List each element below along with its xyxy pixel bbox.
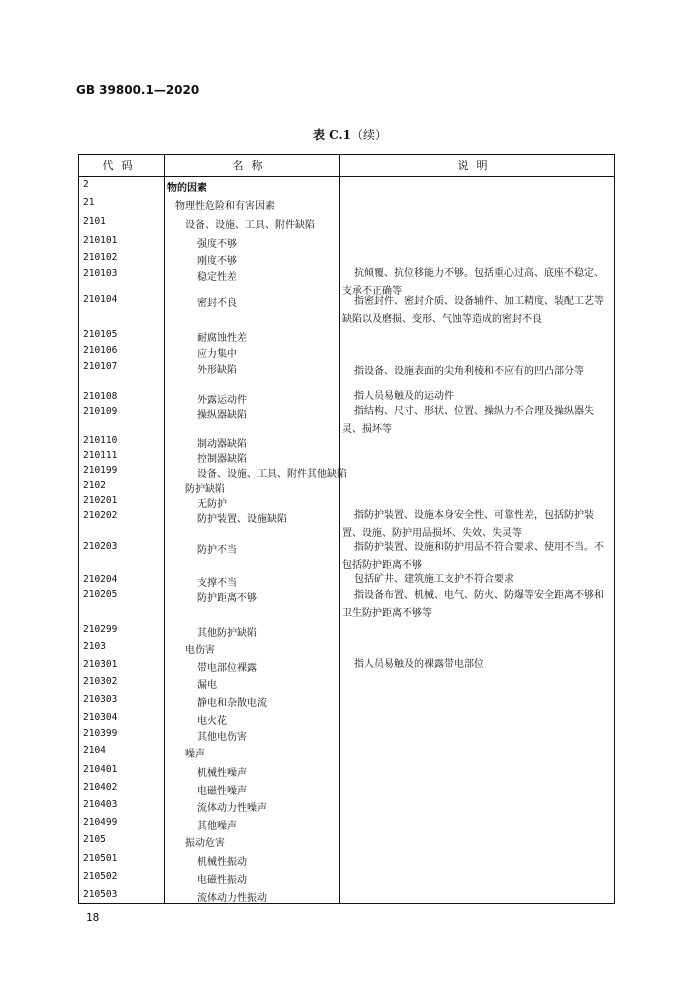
row-description: 抗倾覆、抗位移能力不够。包括重心过高、底座不稳定、支承不正确等	[342, 268, 604, 297]
row-name: 其他电伤害	[197, 732, 247, 743]
row-name: 无防护	[197, 499, 227, 510]
row-code: 210401	[83, 764, 118, 775]
row-code: 210105	[83, 329, 118, 340]
row-code: 210502	[83, 871, 118, 882]
row-name: 机械性噪声	[197, 768, 247, 779]
row-description: 指设备、设施表面的尖角利棱和不应有的凹凸部分等	[354, 366, 584, 377]
row-name: 防护装置、设施缺陷	[197, 514, 287, 525]
row-code: 2105	[83, 834, 106, 845]
page-number: 18	[86, 911, 100, 924]
row-name: 强度不够	[197, 239, 237, 250]
row-name: 稳定性差	[197, 272, 237, 283]
row-code: 210205	[83, 589, 118, 600]
row-code: 210106	[83, 345, 118, 356]
row-description: 指密封件、密封介质、设备辅件、加工精度、装配工艺等缺陷以及磨损、变形、气蚀等造成的密封不良	[342, 296, 604, 325]
row-name: 设备、设施、工具、附件其他缺陷	[197, 469, 347, 480]
hazard-table	[78, 154, 615, 904]
row-name: 应力集中	[197, 349, 237, 360]
table-caption	[0, 126, 700, 143]
row-code: 210301	[83, 659, 118, 670]
row-name: 流体动力性振动	[197, 893, 267, 904]
row-name: 物的因素	[167, 183, 207, 194]
row-code: 210204	[83, 574, 118, 585]
table-caption-number: 表 C.1	[312, 128, 352, 142]
column-header-code: 代码	[102, 159, 141, 172]
row-code: 210403	[83, 799, 118, 810]
row-name: 操纵器缺陷	[197, 410, 247, 421]
row-name: 静电和杂散电流	[197, 698, 267, 709]
row-description: 指结构、尺寸、形状、位置、操纵力不合理及操纵器失灵、损坏等	[342, 406, 594, 435]
row-name: 电伤害	[185, 645, 215, 656]
row-code: 210110	[83, 435, 118, 446]
row-code: 210501	[83, 853, 118, 864]
row-code: 210108	[83, 391, 118, 402]
row-description: 指设备布置、机械、电气、防火、防爆等安全距离不够和卫生防护距离不够等	[342, 590, 604, 619]
row-name: 外形缺陷	[197, 365, 237, 376]
row-name: 电火花	[197, 716, 227, 727]
row-name: 电磁性噪声	[197, 786, 247, 797]
row-name: 噪声	[185, 749, 205, 760]
column-header-description: 说明	[457, 159, 496, 172]
row-code: 210104	[83, 294, 118, 305]
row-code: 210202	[83, 510, 118, 521]
row-name: 流体动力性噪声	[197, 803, 267, 814]
row-code: 210499	[83, 817, 118, 828]
row-code: 210101	[83, 235, 118, 246]
document-header: GB 39800.1—2020	[76, 83, 200, 97]
row-code: 210111	[83, 450, 118, 461]
table-header	[79, 155, 614, 177]
row-code: 210109	[83, 406, 118, 417]
row-name: 机械性振动	[197, 857, 247, 868]
row-name: 设备、设施、工具、附件缺陷	[185, 220, 315, 231]
row-name: 其他噪声	[197, 821, 237, 832]
row-name: 物理性危险和有害因素	[175, 201, 275, 212]
row-name: 耐腐蚀性差	[197, 333, 247, 344]
row-name: 振动危害	[185, 838, 225, 849]
row-name: 防护不当	[197, 545, 237, 556]
row-description: 包括矿井、建筑施工支护不符合要求	[354, 574, 514, 585]
table-caption-suffix: （续）	[351, 128, 388, 142]
row-name: 其他防护缺陷	[197, 628, 257, 639]
row-code: 210299	[83, 624, 118, 635]
row-description: 指人员易触及的运动件	[354, 391, 454, 402]
row-code: 2104	[83, 745, 106, 756]
row-code: 210303	[83, 694, 118, 705]
row-code: 210102	[83, 252, 118, 263]
row-code: 2102	[83, 480, 106, 491]
row-name: 密封不良	[197, 298, 237, 309]
row-name: 控制器缺陷	[197, 454, 247, 465]
row-code: 21	[83, 197, 95, 208]
row-code: 210402	[83, 782, 118, 793]
row-name: 防护距离不够	[197, 593, 257, 604]
row-code: 210107	[83, 361, 118, 372]
column-header-name: 名称	[232, 159, 271, 172]
column-divider	[339, 155, 340, 903]
row-description: 指防护装置、设施本身安全性、可靠性差，包括防护装置、设施、防护用品损坏、失效、失灵等	[342, 510, 594, 539]
row-name: 支撑不当	[197, 578, 237, 589]
row-code: 2103	[83, 641, 106, 652]
row-code: 210503	[83, 889, 118, 900]
row-code: 210399	[83, 728, 118, 739]
column-divider	[164, 155, 165, 903]
row-name: 漏电	[197, 680, 217, 691]
row-code: 2	[83, 179, 89, 190]
row-code: 2101	[83, 216, 106, 227]
row-name: 制动器缺陷	[197, 439, 247, 450]
row-name: 电磁性振动	[197, 875, 247, 886]
row-code: 210302	[83, 676, 118, 687]
row-name: 外露运动件	[197, 395, 247, 406]
row-name: 防护缺陷	[185, 484, 225, 495]
row-description: 指人员易触及的裸露带电部位	[354, 659, 484, 670]
row-code: 210103	[83, 268, 118, 279]
row-name: 刚度不够	[197, 256, 237, 267]
row-name: 带电部位裸露	[197, 663, 257, 674]
row-code: 210304	[83, 712, 118, 723]
row-code: 210203	[83, 541, 118, 552]
row-description: 指防护装置、设施和防护用品不符合要求、使用不当。不包括防护距离不够	[342, 542, 604, 571]
row-code: 210199	[83, 465, 118, 476]
row-code: 210201	[83, 495, 118, 506]
